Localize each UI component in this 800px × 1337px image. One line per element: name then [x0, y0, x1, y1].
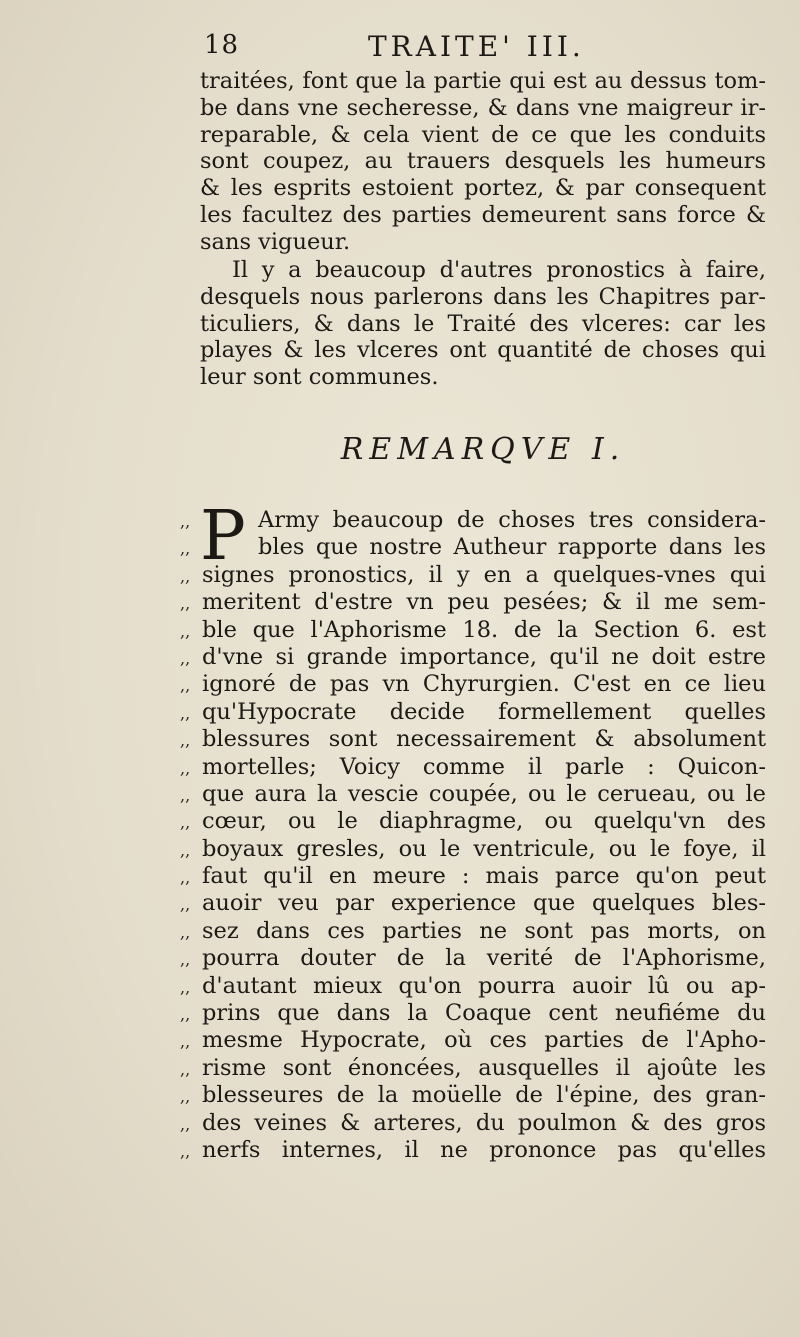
remark-line-text: bles que nostre Autheur rapporte dans les: [258, 534, 766, 561]
text-line: playes & les vlceres ont quantité de choses qui: [200, 337, 766, 364]
quoted-line: [180, 863, 766, 890]
remark-line-text: d'vne si grande importance, qu'il ne doit estre: [202, 643, 766, 670]
remark-line-text: blesseures de la moüelle de l'épine, des gran-: [202, 1082, 766, 1109]
quote-mark: ,,: [180, 1005, 191, 1025]
quoted-line: [180, 945, 766, 972]
quote-mark: ,,: [180, 950, 191, 970]
quote-mark: ,,: [180, 703, 191, 723]
remark-line-text: mesme Hypocrate, où ces parties de l'Apho-: [202, 1027, 766, 1054]
remark-line-text: nerfs internes, il ne prononce pas qu'elles: [202, 1136, 766, 1163]
quote-mark: ,,: [180, 977, 191, 997]
quoted-line: [180, 671, 766, 698]
remark-line-text: boyaux gresles, ou le ventricule, ou le foye, il: [202, 835, 766, 862]
page-header: [200, 30, 760, 70]
quote-mark: ,,: [180, 594, 191, 614]
quoted-line: [180, 1137, 766, 1164]
remark-line-text: signes pronostics, il y en a quelques-vnes qui: [202, 561, 766, 588]
remark-line-text: auoir veu par experience que quelques bles-: [202, 890, 766, 917]
text-line: be dans vne secheresse, & dans vne maigreur ir-: [200, 94, 766, 121]
quoted-line: [180, 562, 766, 589]
remark-line-text: des veines & arteres, du poulmon & des gros: [202, 1109, 766, 1136]
remark-line-text: d'autant mieux qu'on pourra auoir lû ou ap-: [202, 972, 766, 999]
quoted-line: [180, 754, 766, 781]
quote-mark: ,,: [180, 566, 191, 586]
remark-line-text: mortelles; Voicy comme il parle : Quicon-: [202, 753, 766, 780]
quote-mark: ,,: [180, 648, 191, 668]
text-line: ticuliers, & dans le Traité des vlceres: car les: [200, 310, 766, 337]
text-line: leur sont communes.: [200, 364, 439, 391]
text-line: & les esprits estoient portez, & par consequent: [200, 175, 766, 202]
quoted-line: [180, 617, 766, 644]
quoted-line: [180, 589, 766, 616]
remark-line-text: sez dans ces parties ne sont pas morts, on: [202, 917, 766, 944]
quote-mark: ,,: [180, 1141, 191, 1161]
quoted-line: [180, 1082, 766, 1109]
quoted-line: [180, 781, 766, 808]
quote-mark: ,,: [180, 1114, 191, 1134]
remark-line-text: Army beaucoup de choses tres considera-: [258, 507, 766, 533]
quoted-line: [180, 808, 766, 835]
text-line: Il y a beaucoup d'autres pronostics à faire,: [232, 257, 766, 283]
drop-cap: P: [200, 497, 246, 576]
text-line: les facultez des parties demeurent sans force &: [200, 201, 766, 228]
remark-line-text: que aura la vescie coupée, ou le cerueau, ou le: [202, 780, 766, 807]
quote-mark: ,,: [180, 785, 191, 805]
remark-line-text: ignoré de pas vn Chyrurgien. C'est en ce lieu: [202, 671, 766, 698]
quoted-line: [180, 918, 766, 945]
quoted-line: [180, 726, 766, 753]
remark-line-text: cœur, ou le diaphragme, ou quelqu'vn des: [202, 808, 766, 835]
quote-mark: ,,: [180, 539, 191, 559]
quoted-line: [180, 507, 766, 534]
quoted-line: [180, 1027, 766, 1054]
paragraph-top: [200, 68, 766, 256]
quote-mark: ,,: [180, 758, 191, 778]
quote-mark: ,,: [180, 1032, 191, 1052]
quote-mark: ,,: [180, 868, 191, 888]
quoted-line: [180, 534, 766, 561]
quoted-line: [180, 644, 766, 671]
quote-mark: ,,: [180, 512, 191, 531]
text-line: desquels nous parlerons dans les Chapitres par-: [200, 283, 766, 310]
quoted-line: [180, 973, 766, 1000]
text-line: sont coupez, au trauers desquels les humeurs: [200, 148, 766, 175]
quoted-line: [180, 699, 766, 726]
quoted-line: [180, 1055, 766, 1082]
running-head: TRAITE' III.: [368, 30, 585, 63]
quote-mark: ,,: [180, 840, 191, 860]
quote-mark: ,,: [180, 621, 191, 641]
remark-line-text: blessures sont necessairement & absolument: [202, 726, 766, 753]
quote-mark: ,,: [180, 731, 191, 751]
page-number: 18: [204, 30, 240, 60]
quote-mark: ,,: [180, 922, 191, 942]
quote-mark: ,,: [180, 1059, 191, 1079]
remark-line-text: prins que dans la Coaque cent neufiéme du: [202, 1000, 766, 1027]
remark-line-text: faut qu'il en meure : mais parce qu'on peut: [202, 863, 766, 890]
quote-mark: ,,: [180, 1087, 191, 1107]
remark-line-text: pourra douter de la verité de l'Aphorisme,: [202, 945, 766, 972]
remark-line-text: ble que l'Aphorisme 18. de la Section 6. est: [202, 616, 766, 643]
quote-mark: ,,: [180, 813, 191, 833]
quote-mark: ,,: [180, 895, 191, 915]
remark-line-text: risme sont énoncées, ausquelles il ajoûte les: [202, 1054, 766, 1081]
remark-body: [180, 497, 766, 1164]
paragraph-two: [200, 257, 766, 391]
text-line: sans vigueur.: [200, 228, 351, 255]
remark-line-text: qu'Hypocrate decide formellement quelles: [202, 698, 766, 725]
text-line: reparable, & cela vient de ce que les conduits: [200, 121, 766, 148]
quoted-line: [180, 1000, 766, 1027]
text-line: traitées, font que la partie qui est au dessus tom-: [200, 68, 766, 94]
remark-heading: REMARQVE I.: [340, 432, 626, 467]
quoted-line: [180, 890, 766, 917]
remark-line-text: meritent d'estre vn peu pesées; & il me sem-: [202, 589, 766, 616]
quote-mark: ,,: [180, 676, 191, 696]
quoted-line: [180, 1110, 766, 1137]
quoted-line: [180, 836, 766, 863]
